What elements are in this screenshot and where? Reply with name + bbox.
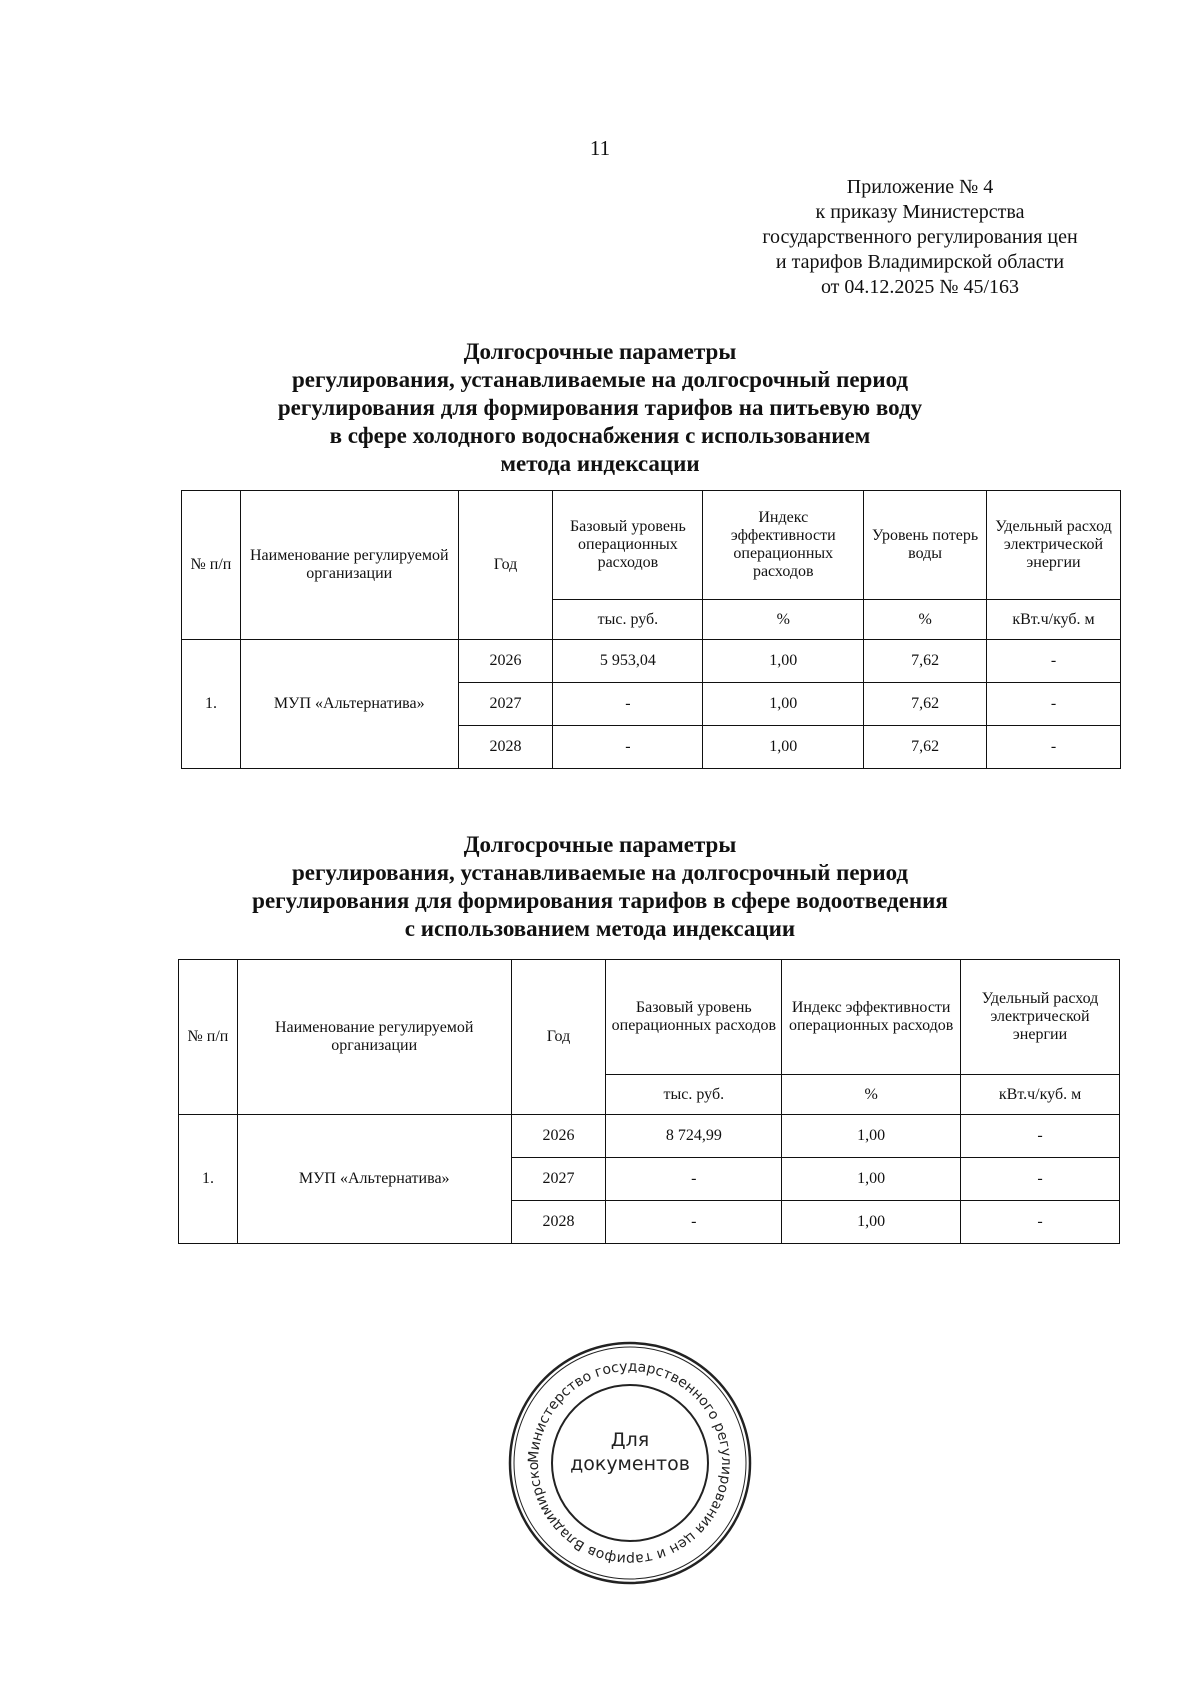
- cell-year: 2026: [511, 1115, 606, 1158]
- unit-energy: кВт.ч/куб. м: [961, 1075, 1120, 1115]
- appendix-line: и тарифов Владимирской области: [775, 251, 1065, 273]
- cell-energy: -: [987, 640, 1121, 683]
- stamp-line: Для: [610, 1429, 650, 1451]
- cell-loss: 7,62: [864, 640, 987, 683]
- cell-index: 1,00: [703, 640, 864, 683]
- cell-base: -: [553, 683, 703, 726]
- title-line: регулирования для формирования тарифов в сфере водоотведения: [252, 888, 948, 913]
- row-num: 1.: [182, 640, 241, 769]
- cell-base: 8 724,99: [606, 1115, 782, 1158]
- title-line: регулирования для формирования тарифов на питьевую воду: [277, 395, 923, 420]
- cell-index: 1,00: [703, 683, 864, 726]
- cell-year: 2028: [458, 726, 553, 769]
- header-year: Год: [511, 960, 606, 1115]
- header-base: Базовый уровень операционных расходов: [606, 960, 782, 1075]
- appendix-block: [720, 175, 1120, 300]
- cell-year: 2027: [511, 1158, 606, 1201]
- title-line: в сфере холодного водоснабжения с использованием: [329, 423, 871, 448]
- appendix-line: от 04.12.2025 № 45/163: [820, 276, 1020, 298]
- cell-index: 1,00: [782, 1115, 961, 1158]
- header-index: Индекс эффективности операционных расходов: [703, 491, 864, 600]
- stamp-ring-text: Министерство государственного регулирования цен и тарифов Владимирско: [525, 1358, 735, 1568]
- header-energy: Удельный расход электрической энергии: [961, 960, 1120, 1075]
- unit-base: тыс. руб.: [553, 600, 703, 640]
- cell-base: -: [606, 1158, 782, 1201]
- table-row: [182, 640, 1121, 683]
- header-org: Наименование регулируемой организации: [240, 491, 458, 640]
- unit-index: %: [782, 1075, 961, 1115]
- cell-energy: -: [987, 683, 1121, 726]
- unit-energy: кВт.ч/куб. м: [987, 600, 1121, 640]
- section1-title: [0, 338, 1200, 478]
- header-year: Год: [458, 491, 553, 640]
- cell-energy: -: [961, 1158, 1120, 1201]
- cell-loss: 7,62: [864, 683, 987, 726]
- table-header-row: [179, 960, 1120, 1075]
- header-num: № п/п: [179, 960, 238, 1115]
- title-line: с использованием метода индексации: [404, 916, 796, 941]
- org-name: МУП «Альтернатива»: [237, 1115, 511, 1244]
- cell-year: 2027: [458, 683, 553, 726]
- header-index: Индекс эффективности операционных расходов: [782, 960, 961, 1075]
- org-name: МУП «Альтернатива»: [240, 640, 458, 769]
- page-number: 11: [589, 136, 611, 160]
- unit-index: %: [703, 600, 864, 640]
- cell-year: 2026: [458, 640, 553, 683]
- stamp-center-text: [505, 1428, 755, 1476]
- cell-index: 1,00: [782, 1201, 961, 1244]
- cell-loss: 7,62: [864, 726, 987, 769]
- stamp-line: документов: [570, 1453, 690, 1475]
- header-base: Базовый уровень операционных расходов: [553, 491, 703, 600]
- title-line: Долгосрочные параметры: [463, 832, 737, 857]
- header-org: Наименование регулируемой организации: [237, 960, 511, 1115]
- unit-base: тыс. руб.: [606, 1075, 782, 1115]
- cell-index: 1,00: [703, 726, 864, 769]
- row-num: 1.: [179, 1115, 238, 1244]
- header-num: № п/п: [182, 491, 241, 640]
- table-row: [179, 1115, 1120, 1158]
- header-energy: Удельный расход электрической энергии: [987, 491, 1121, 600]
- cell-index: 1,00: [782, 1158, 961, 1201]
- appendix-line: государственного регулирования цен: [762, 226, 1078, 248]
- unit-loss: %: [864, 600, 987, 640]
- water-supply-table: [181, 490, 1121, 769]
- cell-energy: -: [961, 1115, 1120, 1158]
- cell-base: -: [606, 1201, 782, 1244]
- table-header-row: [182, 491, 1121, 600]
- cell-base: 5 953,04: [553, 640, 703, 683]
- title-line: регулирования, устанавливаемые на долгосрочный период: [291, 367, 909, 392]
- section2-title: [0, 831, 1200, 943]
- cell-year: 2028: [511, 1201, 606, 1244]
- header-loss: Уровень потерь воды: [864, 491, 987, 600]
- appendix-line: Приложение № 4: [846, 176, 994, 198]
- title-line: метода индексации: [500, 451, 700, 476]
- cell-energy: -: [987, 726, 1121, 769]
- wastewater-table: [178, 959, 1120, 1244]
- cell-energy: -: [961, 1201, 1120, 1244]
- appendix-line: к приказу Министерства: [815, 201, 1025, 223]
- cell-base: -: [553, 726, 703, 769]
- title-line: Долгосрочные параметры: [463, 339, 737, 364]
- title-line: регулирования, устанавливаемые на долгосрочный период: [291, 860, 909, 885]
- official-stamp: [505, 1338, 755, 1588]
